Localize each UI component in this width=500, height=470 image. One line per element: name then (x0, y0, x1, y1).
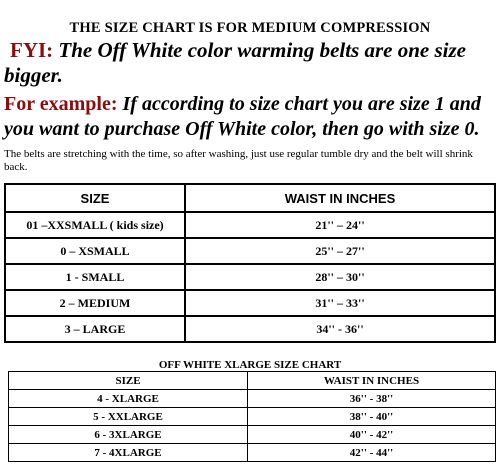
table-row (5, 316, 495, 342)
page-title: THE SIZE CHART IS FOR MEDIUM COMPRESSION (69, 20, 431, 36)
table-row (9, 408, 496, 426)
xlarge-size-table (8, 371, 496, 462)
size-cell: 4 - XLARGE (9, 390, 248, 408)
fyi-text: The Off White color warming belts are one size bigger. (4, 38, 466, 87)
fyi-lead: FYI: (10, 38, 54, 62)
table-row (5, 238, 495, 264)
column-header-waist: WAIST IN INCHES (248, 372, 496, 390)
table-row (5, 290, 495, 316)
table-header-row (5, 184, 495, 212)
size-cell: 1 - SMALL (5, 264, 185, 290)
example-notice (4, 92, 498, 142)
waist-cell: 38'' - 40'' (248, 408, 496, 426)
waist-cell: 36'' - 38'' (248, 390, 496, 408)
waist-cell: 31'' – 33'' (185, 290, 495, 316)
waist-cell: 25'' – 27'' (185, 238, 495, 264)
fyi-notice (4, 38, 498, 88)
example-text: If according to size chart you are size 1 and you want to purchase Off White color, then go with size 0. (4, 93, 481, 140)
column-header-waist: WAIST IN INCHES (185, 184, 495, 212)
size-cell: 7 - 4XLARGE (9, 444, 248, 462)
size-cell: 3 – LARGE (5, 316, 185, 342)
table-row (9, 426, 496, 444)
waist-cell: 21'' – 24'' (185, 212, 495, 238)
waist-cell: 40'' - 42'' (248, 426, 496, 444)
size-cell: 01 –XXSMALL ( kids size) (5, 212, 185, 238)
size-cell: 0 – XSMALL (5, 238, 185, 264)
waist-cell: 34'' - 36'' (185, 316, 495, 342)
waist-cell: 42'' - 44'' (248, 444, 496, 462)
waist-cell: 28'' – 30'' (185, 264, 495, 290)
size-cell: 6 - 3XLARGE (9, 426, 248, 444)
table-row (5, 264, 495, 290)
xlarge-table-title: OFF WHITE XLARGE SIZE CHART (158, 359, 342, 371)
size-cell: 2 – MEDIUM (5, 290, 185, 316)
size-table (4, 183, 496, 343)
size-cell: 5 - XXLARGE (9, 408, 248, 426)
column-header-size: SIZE (9, 372, 248, 390)
washing-note: The belts are stretching with the time, so after washing, just use regular tumble dry and the belt will shrink back. (4, 148, 473, 173)
table-row (9, 444, 496, 462)
table-row (9, 390, 496, 408)
table-row (5, 212, 495, 238)
table-header-row (9, 372, 496, 390)
example-lead: For example: (4, 93, 118, 115)
column-header-size: SIZE (5, 184, 185, 212)
